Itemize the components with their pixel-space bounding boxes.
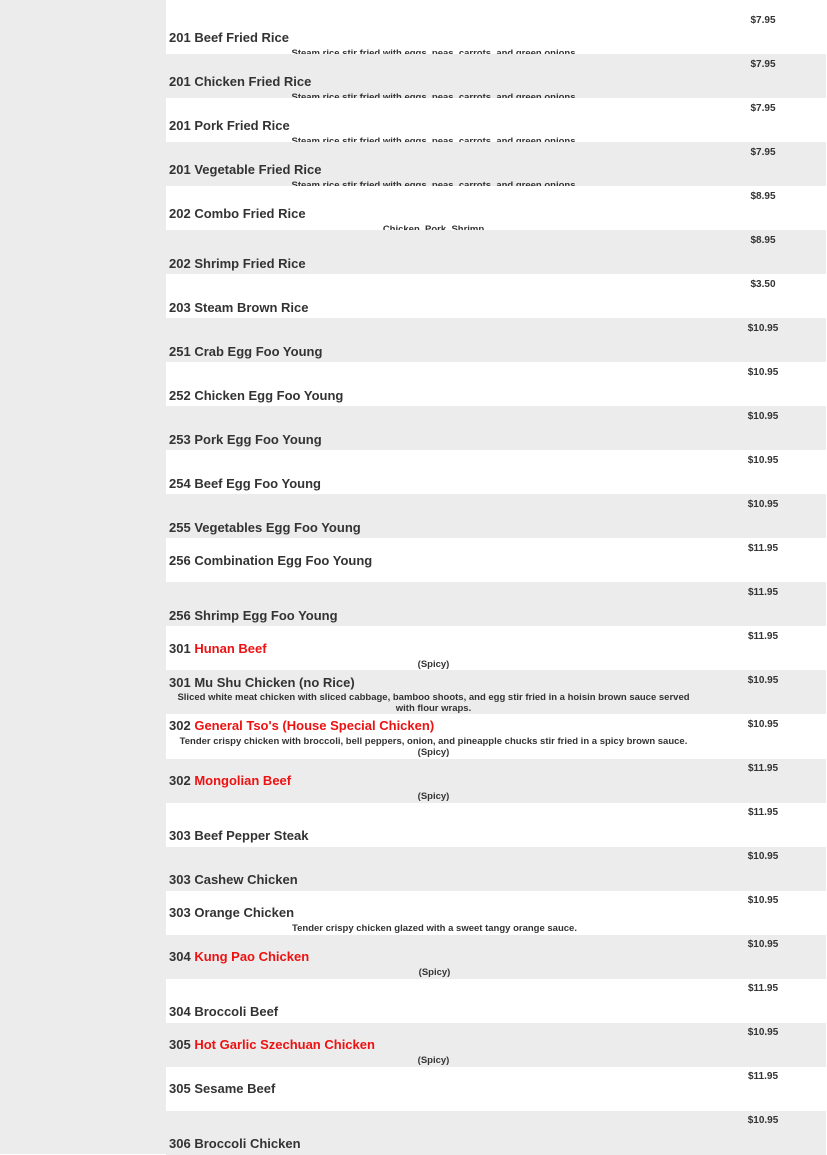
item-dish: Hot Garlic Szechuan Chicken bbox=[194, 1037, 375, 1052]
item-name bbox=[169, 30, 289, 45]
menu-row bbox=[166, 98, 826, 142]
menu-row bbox=[166, 759, 826, 803]
item-name bbox=[169, 718, 434, 733]
item-description: (Spicy) bbox=[418, 967, 451, 978]
menu-row bbox=[166, 1067, 826, 1111]
item-number: 251 bbox=[169, 344, 191, 359]
item-number: 304 bbox=[169, 1004, 191, 1019]
menu-row bbox=[166, 186, 826, 230]
menu-row bbox=[166, 979, 826, 1023]
item-dish: Sesame Beef bbox=[194, 1081, 276, 1096]
menu-row bbox=[166, 230, 826, 274]
item-number: 303 bbox=[169, 872, 191, 887]
item-name bbox=[169, 388, 343, 403]
item-number: 305 bbox=[169, 1037, 191, 1052]
item-name bbox=[169, 206, 306, 221]
item-dish: Crab Egg Foo Young bbox=[194, 344, 323, 359]
item-price: $10.95 bbox=[747, 323, 779, 334]
item-number: 256 bbox=[169, 608, 191, 623]
menu-row bbox=[166, 538, 826, 582]
item-dish: Broccoli Beef bbox=[194, 1004, 279, 1019]
menu-row bbox=[166, 494, 826, 538]
item-name bbox=[169, 1004, 278, 1019]
item-number: 301 bbox=[169, 675, 191, 690]
item-name bbox=[169, 1081, 275, 1096]
item-number: 303 bbox=[169, 828, 191, 843]
item-number: 305 bbox=[169, 1081, 191, 1096]
item-number: 252 bbox=[169, 388, 191, 403]
item-name bbox=[169, 118, 290, 133]
menu-row bbox=[166, 670, 826, 714]
menu-row bbox=[166, 626, 826, 670]
item-description: Tender crispy chicken glazed with a sweet tangy orange sauce. bbox=[292, 923, 577, 934]
item-number: 256 bbox=[169, 553, 191, 568]
item-dish: Orange Chicken bbox=[194, 905, 295, 920]
item-price: $11.95 bbox=[747, 543, 779, 554]
item-name bbox=[169, 872, 298, 887]
item-description: (Spicy) bbox=[417, 1055, 450, 1066]
item-name bbox=[169, 1037, 375, 1052]
item-price: $8.95 bbox=[750, 191, 776, 202]
menu-row bbox=[166, 847, 826, 891]
item-dish: Mu Shu Chicken (no Rice) bbox=[194, 675, 355, 690]
item-name bbox=[169, 675, 355, 690]
item-name bbox=[169, 553, 372, 568]
item-number: 304 bbox=[169, 949, 191, 964]
left-sidebar bbox=[0, 0, 166, 1154]
item-price: $10.95 bbox=[747, 675, 779, 686]
item-name bbox=[169, 520, 361, 535]
item-dish: Vegetables Egg Foo Young bbox=[194, 520, 361, 535]
item-name bbox=[169, 344, 322, 359]
item-price: $10.95 bbox=[747, 455, 779, 466]
item-number: 302 bbox=[169, 718, 191, 733]
item-number: 301 bbox=[169, 641, 191, 656]
item-name bbox=[169, 641, 267, 656]
item-dish: General Tso's (House Special Chicken) bbox=[194, 718, 435, 733]
item-price: $11.95 bbox=[747, 631, 779, 642]
menu-table bbox=[166, 0, 826, 1155]
menu-row bbox=[166, 714, 826, 759]
menu-row bbox=[166, 582, 826, 626]
item-price: $10.95 bbox=[747, 719, 779, 730]
item-dish: Beef Egg Foo Young bbox=[194, 476, 321, 491]
item-price: $10.95 bbox=[747, 367, 779, 378]
menu-row bbox=[166, 142, 826, 186]
item-number: 253 bbox=[169, 432, 191, 447]
item-dish: Mongolian Beef bbox=[194, 773, 292, 788]
item-number: 303 bbox=[169, 905, 191, 920]
item-dish: Cashew Chicken bbox=[194, 872, 298, 887]
item-price: $10.95 bbox=[747, 1027, 779, 1038]
menu-row bbox=[166, 1111, 826, 1155]
item-number: 254 bbox=[169, 476, 191, 491]
item-number: 201 bbox=[169, 30, 191, 45]
item-price: $10.95 bbox=[747, 851, 779, 862]
item-number: 202 bbox=[169, 206, 191, 221]
item-price: $10.95 bbox=[747, 1115, 779, 1126]
menu-row bbox=[166, 891, 826, 935]
item-name bbox=[169, 432, 322, 447]
item-description: (Spicy) bbox=[417, 659, 450, 670]
item-name bbox=[169, 300, 308, 315]
menu-row bbox=[166, 10, 826, 54]
menu-row bbox=[166, 0, 826, 10]
item-dish: Broccoli Chicken bbox=[194, 1136, 301, 1151]
item-name bbox=[169, 74, 311, 89]
item-name bbox=[169, 905, 294, 920]
item-price: $10.95 bbox=[747, 895, 779, 906]
item-price: $7.95 bbox=[750, 15, 776, 26]
item-dish: Pork Fried Rice bbox=[194, 118, 290, 133]
item-dish: Steam Brown Rice bbox=[194, 300, 309, 315]
item-description: Tender crispy chicken with broccoli, bell peppers, onion, and pineapple chucks stir fried in a spicy brown sauce. (Spicy) bbox=[179, 736, 688, 758]
item-price: $10.95 bbox=[747, 411, 779, 422]
item-price: $8.95 bbox=[750, 235, 776, 246]
item-dish: Chicken Fried Rice bbox=[194, 74, 312, 89]
item-dish: Hunan Beef bbox=[194, 641, 267, 656]
item-price: $11.95 bbox=[747, 983, 779, 994]
menu-row bbox=[166, 274, 826, 318]
item-price: $7.95 bbox=[750, 103, 776, 114]
item-description: Sliced white meat chicken with sliced cabbage, bamboo shoots, and egg stir fried in a hoisin brown sauce served with flour wraps. bbox=[177, 692, 690, 714]
item-name bbox=[169, 608, 338, 623]
menu-row bbox=[166, 803, 826, 847]
item-dish: Vegetable Fried Rice bbox=[194, 162, 322, 177]
item-name bbox=[169, 476, 321, 491]
item-name bbox=[169, 256, 306, 271]
item-dish: Shrimp Egg Foo Young bbox=[194, 608, 338, 623]
item-price: $11.95 bbox=[747, 587, 779, 598]
menu-row bbox=[166, 362, 826, 406]
item-price: $10.95 bbox=[747, 939, 779, 950]
item-price: $7.95 bbox=[750, 59, 776, 70]
item-dish: Beef Pepper Steak bbox=[194, 828, 309, 843]
item-price: $10.95 bbox=[747, 499, 779, 510]
item-number: 201 bbox=[169, 118, 191, 133]
item-number: 201 bbox=[169, 162, 191, 177]
item-name bbox=[169, 828, 309, 843]
item-price: $11.95 bbox=[747, 763, 779, 774]
menu-row bbox=[166, 318, 826, 362]
item-dish: Pork Egg Foo Young bbox=[194, 432, 322, 447]
item-number: 302 bbox=[169, 773, 191, 788]
item-name bbox=[169, 162, 322, 177]
item-name bbox=[169, 1136, 301, 1151]
item-dish: Shrimp Fried Rice bbox=[194, 256, 306, 271]
item-dish: Beef Fried Rice bbox=[194, 30, 289, 45]
item-name bbox=[169, 949, 309, 964]
menu-row bbox=[166, 1023, 826, 1067]
item-price: $7.95 bbox=[750, 147, 776, 158]
item-number: 203 bbox=[169, 300, 191, 315]
item-price: $3.50 bbox=[750, 279, 776, 290]
item-dish: Combination Egg Foo Young bbox=[194, 553, 373, 568]
menu-row bbox=[166, 450, 826, 494]
item-price: $11.95 bbox=[747, 1071, 779, 1082]
menu-row bbox=[166, 406, 826, 450]
item-name bbox=[169, 773, 291, 788]
item-dish: Chicken Egg Foo Young bbox=[194, 388, 344, 403]
item-number: 201 bbox=[169, 74, 191, 89]
item-dish: Kung Pao Chicken bbox=[194, 949, 310, 964]
item-number: 306 bbox=[169, 1136, 191, 1151]
menu-row bbox=[166, 935, 826, 979]
item-dish: Combo Fried Rice bbox=[194, 206, 306, 221]
item-description: (Spicy) bbox=[417, 791, 450, 802]
item-number: 202 bbox=[169, 256, 191, 271]
item-price: $11.95 bbox=[747, 807, 779, 818]
menu-row bbox=[166, 54, 826, 98]
item-number: 255 bbox=[169, 520, 191, 535]
